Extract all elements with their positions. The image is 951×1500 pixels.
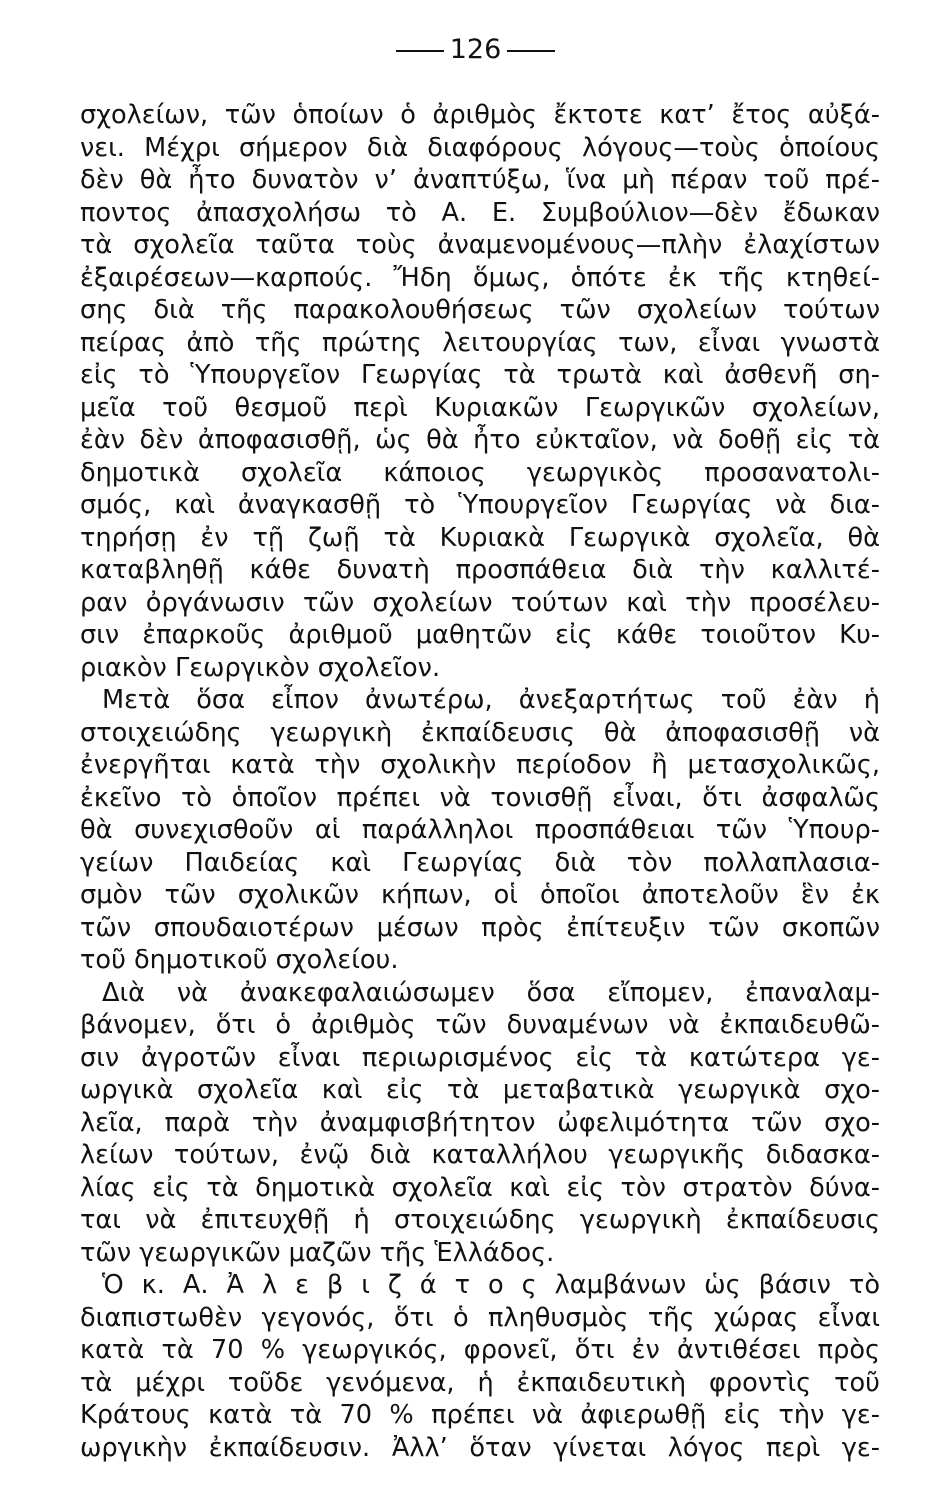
text-line: σμός, καὶ ἀναγκασθῇ τὸ Ὑπουργεῖον Γεωργίας νὰ δια- (80, 490, 880, 520)
body-text (80, 99, 880, 1464)
text-line: γείων Παιδείας καὶ Γεωργίας διὰ τὸν πολλαπλασια- (80, 847, 880, 878)
text-line: τῶν σπουδαιοτέρων μέσων πρὸς ἐπίτευξιν τῶν σκοπῶν (80, 912, 880, 943)
text-line: ἐὰν δὲν ἀποφασισθῇ, ὡς θὰ ἦτο εὐκταῖον, νὰ δοθῇ εἰς τὰ (80, 425, 880, 455)
page-number: 126 (449, 34, 502, 65)
text-line: εἰς τὸ Ὑπουργεῖον Γεωργίας τὰ τρωτὰ καὶ ἀσθενῆ ση- (80, 360, 880, 390)
text-line: ποντος ἀπασχολήσω τὸ Α. Ε. Συμβούλιον—δὲν ἔδωκαν (80, 197, 880, 228)
text-line: ραν ὀργάνωσιν τῶν σχολείων τούτων καὶ τὴν προσέλευ- (80, 587, 880, 618)
text-line: τηρήσῃ ἐν τῇ ζωῇ τὰ Κυριακὰ Γεωργικὰ σχολεῖα, θὰ (80, 522, 880, 553)
text-line: δὲν θὰ ἦτο δυνατὸν ν’ ἀναπτύξω, ἵνα μὴ πέραν τοῦ πρέ- (80, 165, 880, 195)
text-line: λείων τούτων, ἐνῷ διὰ καταλλήλου γεωργικῆς διδασκα- (80, 1140, 880, 1170)
text-line: ριακὸν Γεωργικὸν σχολεῖον. (80, 652, 441, 683)
text-line: Μετὰ ὅσα εἶπον ἀνωτέρω, ἀνεξαρτήτως τοῦ ἐὰν ἡ (102, 685, 880, 715)
text-line: σης διὰ τῆς παρακολουθήσεως τῶν σχολείων τούτων (80, 295, 880, 325)
text-line: ἐξαιρέσεων—καρπούς. Ἤδη ὅμως, ὁπότε ἐκ τῆς κτηθεί- (80, 262, 880, 293)
text-line: λίας εἰς τὰ δημοτικὰ σχολεῖα καὶ εἰς τὸν στρατὸν δύνα- (80, 1172, 880, 1203)
text-line: τὰ μέχρι τοῦδε γενόμενα, ἡ ἐκπαιδευτικὴ φροντὶς τοῦ (80, 1367, 880, 1398)
text-line: θὰ συνεχισθοῦν αἱ παράλληλοι προσπάθειαι τῶν Ὑπουρ- (80, 815, 880, 845)
page-number-header (0, 34, 951, 66)
text-line: λεῖα, παρὰ τὴν ἀναμφισβήτητον ὠφελιμότητα τῶν σχο- (80, 1107, 880, 1138)
text-line: καταβληθῇ κάθε δυνατὴ προσπάθεια διὰ τὴν καλλιτέ- (80, 555, 880, 585)
text-line: τὰ σχολεῖα ταῦτα τοὺς ἀναμενομένους—πλὴν ἐλαχίστων (80, 230, 880, 260)
text-line: ωργικὰ σχολεῖα καὶ εἰς τὰ μεταβατικὰ γεωργικὰ σχο- (80, 1075, 880, 1105)
text-line: στοιχειώδης γεωργικὴ ἐκπαίδευσις θὰ ἀποφασισθῇ νὰ (80, 717, 880, 748)
text-line: σιν ἀγροτῶν εἶναι περιωρισμένος εἰς τὰ κατώτερα γε- (80, 1042, 880, 1073)
text-line: ἐνεργῆται κατὰ τὴν σχολικὴν περίοδον ἢ μετασχολικῶς, (80, 750, 880, 780)
text-line: ται νὰ ἐπιτευχθῇ ἡ στοιχειώδης γεωργικὴ ἐκπαίδευσις (80, 1205, 880, 1235)
text-line: σιν ἐπαρκοῦς ἀριθμοῦ μαθητῶν εἰς κάθε τοιοῦτον Κυ- (80, 620, 880, 650)
text-line: κατὰ τὰ 70 % γεωργικός, φρονεῖ, ὅτι ἐν ἀντιθέσει πρὸς (80, 1335, 880, 1365)
text-line: δημοτικὰ σχολεῖα κάποιος γεωργικὸς προσανατολι- (80, 457, 880, 488)
right-dash-rule (507, 50, 555, 52)
text-line: μεῖα τοῦ θεσμοῦ περὶ Κυριακῶν Γεωργικῶν σχολείων, (80, 392, 880, 423)
text-line: πείρας ἀπὸ τῆς πρώτης λειτουργίας των, εἶναι γνωστὰ (80, 327, 880, 358)
text-line: ἐκεῖνο τὸ ὁποῖον πρέπει νὰ τονισθῇ εἶναι, ὅτι ἀσφαλῶς (80, 782, 880, 813)
text-line: σχολείων, τῶν ὁποίων ὁ ἀριθμὸς ἔκτοτε κατ’ ἔτος αὐξά- (80, 100, 880, 130)
text-line: νει. Μέχρι σήμερον διὰ διαφόρους λόγους—τοὺς ὁποίους (80, 132, 880, 163)
left-dash-rule (396, 50, 444, 52)
text-line: τοῦ δημοτικοῦ σχολείου. (80, 945, 399, 975)
text-line: Διὰ νὰ ἀνακεφαλαιώσωμεν ὅσα εἴπομεν, ἐπαναλαμ- (102, 977, 880, 1008)
text-line: διαπιστωθὲν γεγονός, ὅτι ὁ πληθυσμὸς τῆς χώρας εἶναι (80, 1302, 880, 1333)
text-line: σμὸν τῶν σχολικῶν κήπων, οἱ ὁποῖοι ἀποτελοῦν ἓν ἐκ (80, 880, 880, 910)
text-line: ωργικὴν ἐκπαίδευσιν. Ἀλλ’ ὅταν γίνεται λόγος περὶ γε- (80, 1432, 880, 1463)
text-line: βάνομεν, ὅτι ὁ ἀριθμὸς τῶν δυναμένων νὰ ἐκπαιδευθῶ- (80, 1010, 880, 1040)
text-line: Κράτους κατὰ τὰ 70 % πρέπει νὰ ἀφιερωθῇ εἰς τὴν γε- (80, 1400, 880, 1430)
text-line: τῶν γεωργικῶν μαζῶν τῆς Ἑλλάδος. (80, 1237, 555, 1268)
text-line: Ὁ κ. Α. Ἀ λ ε β ι ζ ά τ ο ς λαμβάνων ὡς βάσιν τὸ (102, 1270, 880, 1300)
